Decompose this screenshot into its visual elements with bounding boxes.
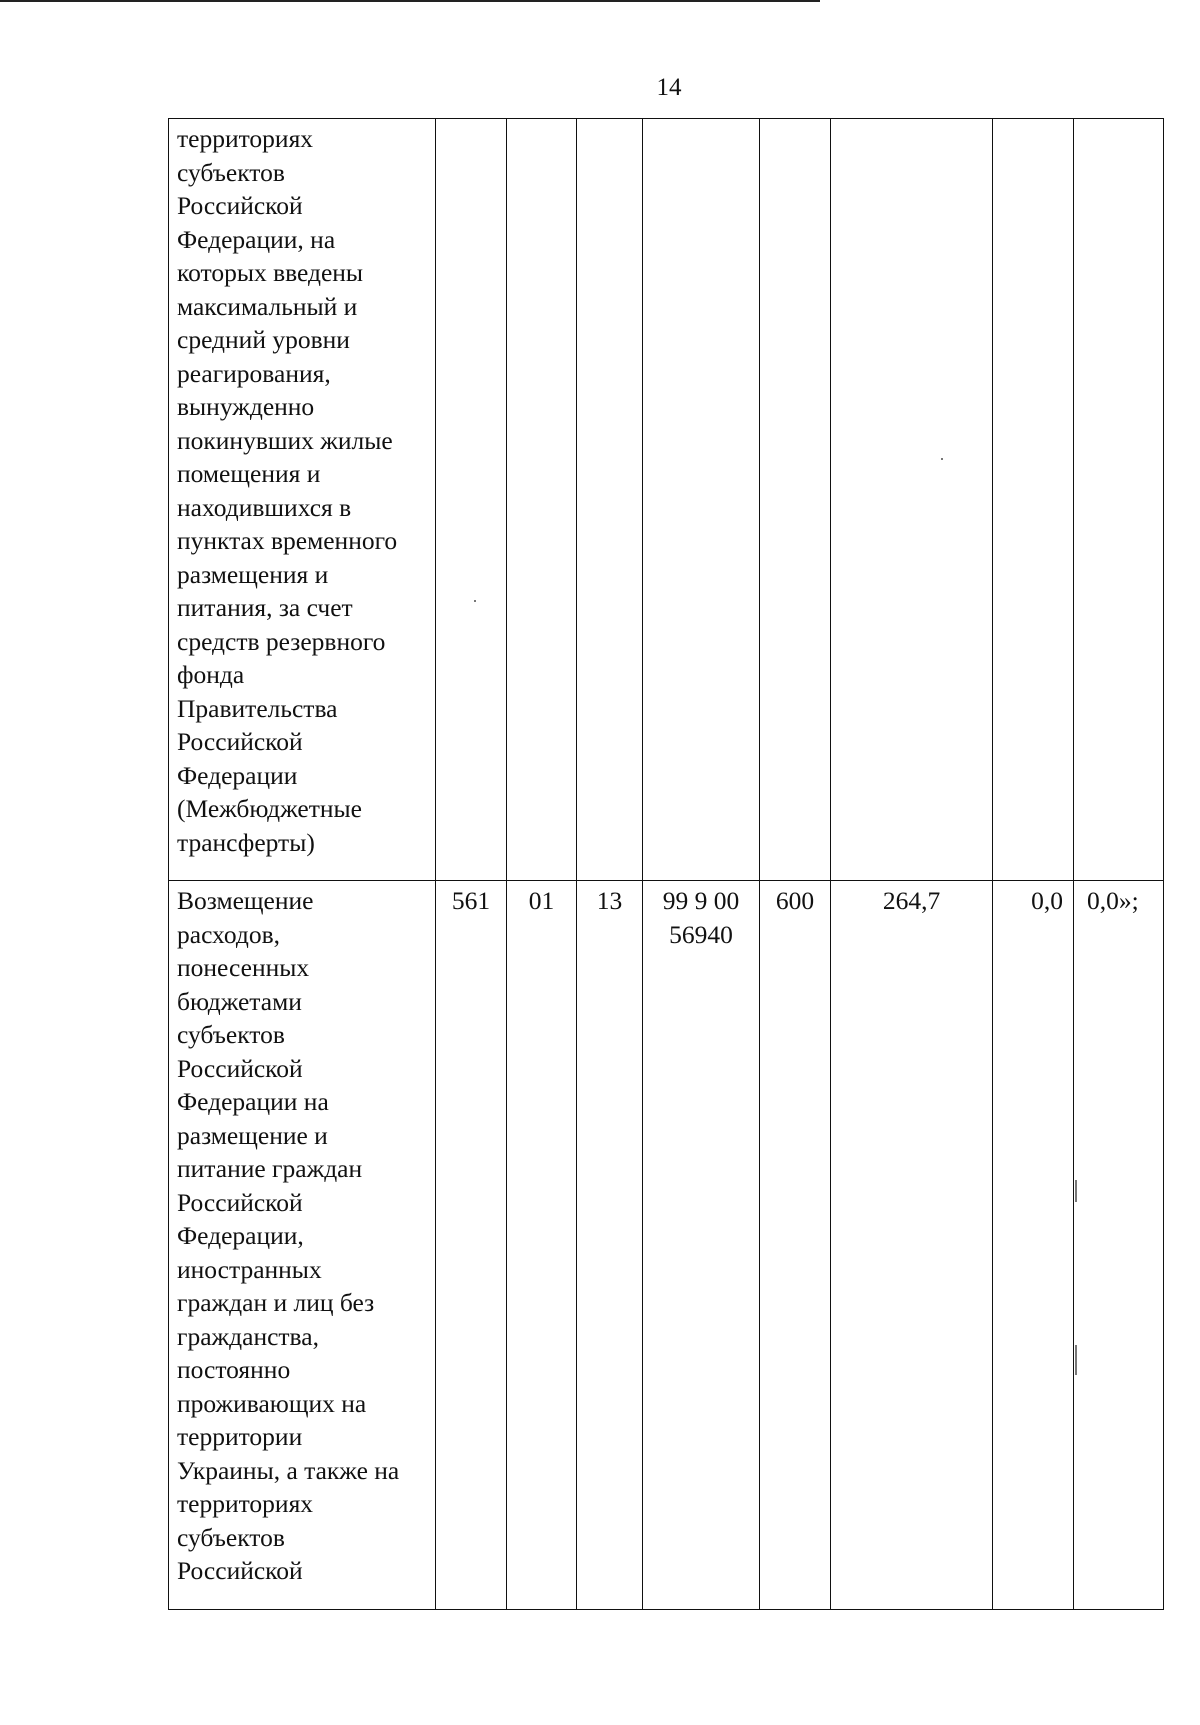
- page-number: 14: [656, 74, 682, 101]
- table-row: [169, 881, 1164, 1610]
- ministry-cell: 561: [436, 881, 507, 1610]
- ministry-cell: [436, 119, 507, 881]
- scan-speck: [1075, 1345, 1077, 1375]
- section-cell: [507, 119, 577, 881]
- description-cell: территориях субъектов Российской Федерации, на которых введены максимальный и средний уровни реагирования, вынужденно покинувших жилые помещения и находившихся в пунктах временного размещения и питания, за счет средств резервного фонда Правительства Российской Федерации (Межбюджетные трансферты): [169, 119, 436, 881]
- scan-speck: [941, 458, 943, 460]
- amount-3-cell: [1074, 119, 1164, 881]
- expense-type-cell: [760, 119, 831, 881]
- amount-2-cell: [993, 119, 1074, 881]
- scan-speck: [474, 600, 476, 602]
- amount-3-cell: 0,0»;: [1074, 881, 1164, 1610]
- target-article-cell: [643, 119, 760, 881]
- amount-1-cell: 264,7: [831, 881, 993, 1610]
- amount-2-cell: 0,0: [993, 881, 1074, 1610]
- table-row: [169, 119, 1164, 881]
- target-article-cell: 99 9 00 56940: [643, 881, 760, 1610]
- amount-1-cell: [831, 119, 993, 881]
- budget-table: [168, 118, 1164, 1610]
- expense-type-cell: 600: [760, 881, 831, 1610]
- subsection-cell: 13: [577, 881, 643, 1610]
- scan-top-edge: [0, 0, 820, 2]
- subsection-cell: [577, 119, 643, 881]
- description-cell: Возмещение расходов, понесенных бюджетами субъектов Российской Федерации на размещение и питание граждан Российской Федерации, иностранных граждан и лиц без гражданства, постоянно проживающих на территории Украины, а также на территориях субъектов Российской: [169, 881, 436, 1610]
- scan-speck: [1075, 1180, 1077, 1202]
- section-cell: 01: [507, 881, 577, 1610]
